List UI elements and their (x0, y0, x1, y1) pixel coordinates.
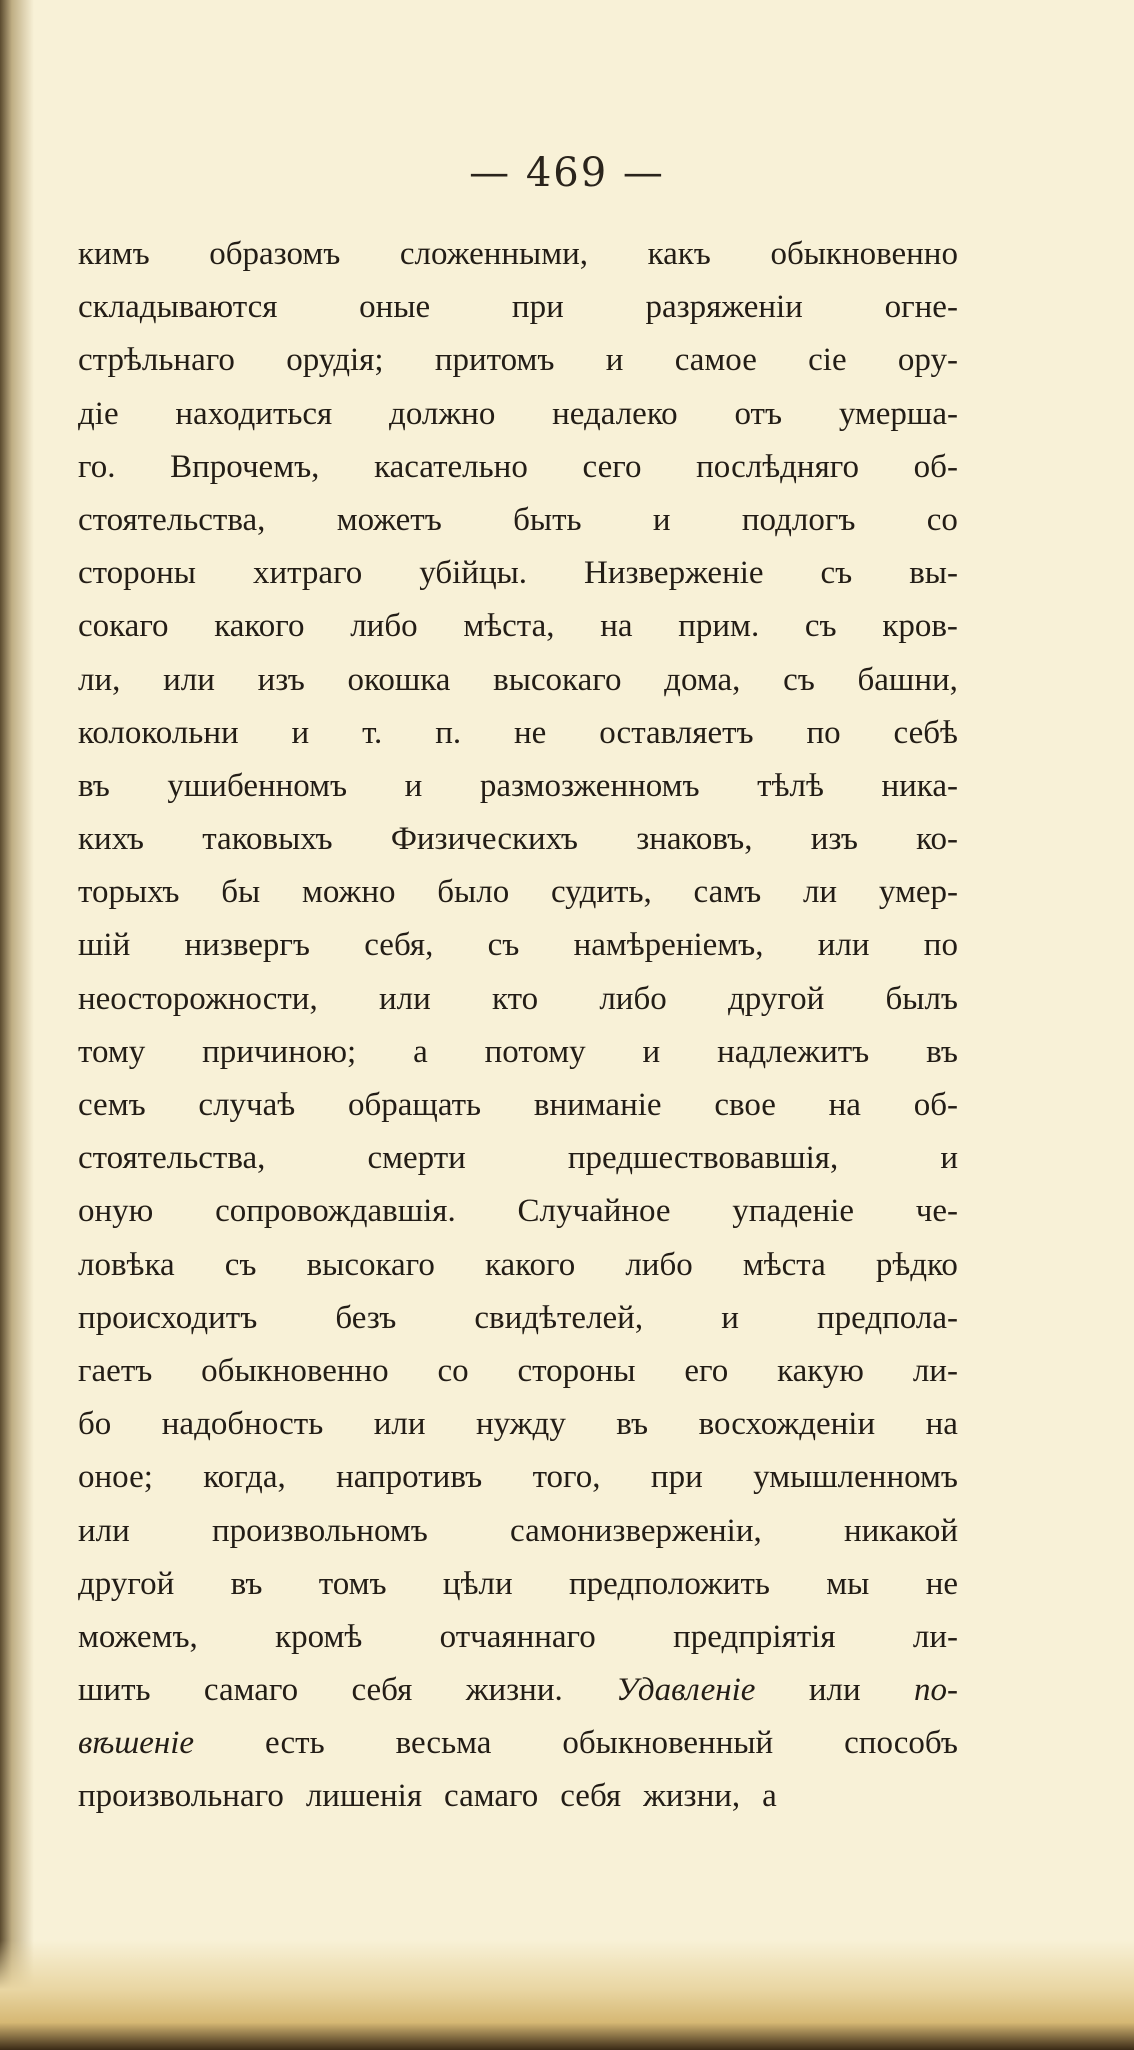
word: діе (78, 395, 119, 432)
word: бо (78, 1406, 112, 1443)
word: лишенія (305, 1778, 423, 1815)
word: какую (777, 1352, 864, 1389)
word: сіе (808, 342, 847, 379)
word: обыкновенно (770, 236, 958, 272)
word: не (514, 714, 547, 751)
word: предпріятія (673, 1618, 836, 1655)
word: самъ (693, 874, 762, 911)
word: разряженіи (645, 289, 803, 326)
word: себя, (364, 927, 434, 964)
word: кихъ (78, 821, 144, 858)
word: Физическихъ (390, 821, 578, 858)
word: другой (728, 980, 825, 1017)
word: упаденіе (732, 1193, 855, 1230)
word: въ (78, 767, 110, 804)
word: стоятельства, (78, 1140, 266, 1177)
word: весьма (395, 1725, 492, 1762)
word: Случайное (517, 1193, 671, 1230)
word: Низверженіе (584, 555, 764, 592)
word: ли (802, 874, 838, 911)
word: должно (389, 395, 496, 432)
word: способъ (844, 1725, 958, 1762)
word: въ (616, 1406, 649, 1443)
text-line (78, 919, 958, 972)
word: шій (78, 927, 131, 964)
word: обыкновенно (201, 1352, 389, 1389)
word: того, (532, 1459, 601, 1496)
word: жизни, (643, 1778, 741, 1815)
word: былъ (885, 980, 958, 1017)
word: безъ (335, 1299, 397, 1336)
word: можно (301, 874, 396, 911)
word: образомъ (209, 236, 341, 272)
word: есть (265, 1725, 325, 1762)
text-line (78, 813, 958, 866)
text-line (78, 1717, 958, 1770)
word: и (652, 501, 671, 538)
word: вы- (909, 555, 958, 592)
word: сложенными, (399, 236, 588, 272)
word: Впрочемъ, (170, 448, 320, 485)
word: жизни. (465, 1672, 563, 1709)
word: и (291, 714, 310, 751)
word: ушибенномъ (167, 767, 348, 804)
text-line (78, 1185, 958, 1238)
word: его (684, 1352, 729, 1389)
word: произвольномъ (212, 1512, 428, 1549)
word: либо (599, 980, 667, 1017)
word: ника- (881, 767, 958, 804)
word: на (925, 1406, 958, 1443)
text-line (78, 973, 958, 1026)
word: прим. (678, 608, 760, 645)
word: быть (513, 501, 582, 538)
word: не (925, 1565, 958, 1602)
body-text (78, 228, 958, 1824)
word: кромѣ (275, 1618, 363, 1655)
text-line (78, 866, 958, 919)
word: находиться (175, 395, 333, 432)
word: и (940, 1140, 958, 1177)
word: кимъ (78, 236, 150, 272)
word: съ (487, 927, 520, 964)
text-line (78, 1558, 958, 1611)
word: по (806, 714, 841, 751)
word: когда, (203, 1459, 286, 1496)
word: какъ (647, 236, 711, 272)
word: себя (560, 1778, 622, 1815)
word: дома, (664, 661, 741, 698)
word: свое (714, 1087, 776, 1123)
word: самое (674, 342, 757, 379)
word: какого (484, 1246, 576, 1283)
word: и (605, 342, 624, 379)
text-line (78, 281, 958, 334)
word: вниманіе (533, 1087, 662, 1123)
word: стороны (78, 555, 196, 592)
word: предпола- (816, 1299, 958, 1336)
word: рѣдко (875, 1246, 958, 1283)
word: отчаяннаго (439, 1618, 596, 1655)
word: свидѣтелей, (474, 1299, 644, 1336)
word: умерша- (838, 395, 958, 432)
word: мѣста (742, 1246, 826, 1283)
word: оставляетъ (599, 714, 754, 751)
word: и (642, 1033, 661, 1070)
word: съ (224, 1246, 257, 1283)
word: таковыхъ (202, 821, 333, 858)
word: въ (230, 1565, 263, 1602)
word: послѣдняго (696, 448, 859, 485)
text-line (78, 1611, 958, 1664)
word: размозженномъ (479, 767, 700, 804)
word: другой (78, 1565, 175, 1602)
word: можемъ, (78, 1618, 198, 1655)
text-line (78, 1451, 958, 1504)
word: вѣшеніе (78, 1725, 195, 1762)
word: или (808, 1672, 861, 1709)
text-line (78, 1079, 958, 1132)
text-line (78, 1770, 958, 1823)
text-line (78, 1239, 958, 1292)
word: происходитъ (78, 1299, 258, 1336)
word: об- (913, 1087, 958, 1123)
text-line (78, 1292, 958, 1345)
word: стрѣльнаго (78, 342, 235, 379)
word: сопровождавшія. (215, 1193, 456, 1230)
word: стоятельства, (78, 501, 266, 538)
word: или (373, 1406, 426, 1443)
word: сокаго (78, 608, 169, 645)
word: ли, (78, 661, 121, 698)
word: ли- (912, 1618, 958, 1655)
word: судить, (550, 874, 652, 911)
word: а (762, 1778, 777, 1815)
word: либо (350, 608, 418, 645)
page-number: — 469 — (469, 150, 665, 196)
word: самонизверженіи, (510, 1512, 762, 1549)
word: обыкновенный (562, 1725, 774, 1762)
word: изъ (810, 821, 858, 858)
word: тѣлѣ (757, 767, 824, 804)
word: томъ (318, 1565, 387, 1602)
text-line (78, 1345, 958, 1398)
word: ли- (912, 1352, 958, 1389)
word: на (828, 1087, 861, 1123)
text-line (78, 707, 958, 760)
word: высокаго (493, 661, 622, 698)
word: мы (826, 1565, 870, 1602)
word: стороны (517, 1352, 636, 1389)
word: намѣреніемъ, (573, 927, 764, 964)
word: Удавленіе (616, 1672, 756, 1709)
word: или (378, 980, 431, 1017)
word: самаго (203, 1672, 299, 1709)
word: самаго (444, 1778, 539, 1815)
text-line (78, 388, 958, 441)
word: обращать (347, 1087, 482, 1123)
word: оную (78, 1193, 154, 1230)
word: случаѣ (198, 1087, 296, 1123)
word: оные (359, 289, 431, 326)
word: при (511, 289, 564, 326)
word: ловѣка (78, 1246, 175, 1283)
word: недалеко (552, 395, 678, 432)
word: нужду (476, 1406, 566, 1443)
word: по (923, 927, 958, 964)
word: или (817, 927, 870, 964)
word: тому (78, 1033, 146, 1070)
word: складываются (78, 289, 278, 326)
word: никакой (843, 1512, 958, 1549)
word: а (413, 1033, 428, 1070)
word: причиною; (202, 1033, 357, 1070)
word: въ (926, 1033, 958, 1070)
word: об- (913, 448, 958, 485)
word: либо (625, 1246, 693, 1283)
text-line (78, 760, 958, 813)
word: кров- (882, 608, 958, 645)
word: себѣ (893, 714, 958, 751)
word: цѣли (442, 1565, 513, 1602)
word: можетъ (336, 501, 442, 538)
word: орудія; (286, 342, 384, 379)
text-line (78, 494, 958, 547)
word: умер- (878, 874, 958, 911)
word: потому (484, 1033, 586, 1070)
text-line (78, 547, 958, 600)
word: съ (783, 661, 815, 698)
word: гаетъ (78, 1352, 153, 1389)
word: съ (820, 555, 853, 592)
text-line (78, 1664, 958, 1717)
word: произвольнаго (78, 1778, 284, 1815)
text-line (78, 228, 958, 281)
text-line (78, 600, 958, 653)
word: ору- (897, 342, 958, 379)
text-line (78, 654, 958, 707)
word: сего (582, 448, 642, 485)
word: и (721, 1299, 739, 1336)
word: кто (492, 980, 539, 1017)
word: окошка (347, 661, 451, 698)
word: подлогъ (741, 501, 856, 538)
word: торыхъ (78, 874, 180, 911)
word: по- (913, 1672, 958, 1709)
word: п. (435, 714, 462, 751)
word: башни, (857, 661, 958, 698)
text-line (78, 1505, 958, 1558)
word: себя (351, 1672, 413, 1709)
word: бы (221, 874, 261, 911)
word: неосторожности, (78, 980, 318, 1017)
word: убійцы. (419, 555, 528, 592)
word: съ (804, 608, 837, 645)
text-line (78, 441, 958, 494)
text-line (78, 334, 958, 387)
word: при (650, 1459, 703, 1496)
word: т. (362, 714, 383, 751)
word: надобность (161, 1406, 324, 1443)
word: изъ (257, 661, 305, 698)
word: огне- (884, 289, 958, 326)
word: со (926, 501, 958, 538)
word: со (437, 1352, 469, 1389)
word: отъ (734, 395, 783, 432)
text-line (78, 1398, 958, 1451)
word: притомъ (434, 342, 555, 379)
word: го. (78, 448, 116, 485)
word: и (404, 767, 423, 804)
word: на (600, 608, 633, 645)
word: хитраго (252, 555, 363, 592)
word: надлежитъ (717, 1033, 870, 1070)
word: было (437, 874, 510, 911)
word: или (78, 1512, 130, 1549)
word: высокаго (306, 1246, 435, 1283)
word: знаковъ, (636, 821, 753, 858)
word: какого (214, 608, 305, 645)
word: низвергъ (184, 927, 310, 964)
word: оное; (78, 1459, 153, 1496)
word: умышленномъ (753, 1459, 958, 1496)
word: мѣста, (463, 608, 555, 645)
word: предположить (568, 1565, 770, 1602)
text-line (78, 1132, 958, 1185)
word: семъ (78, 1087, 146, 1123)
word: восхожденіи (698, 1406, 876, 1443)
word: напротивъ (336, 1459, 483, 1496)
word: или (163, 661, 215, 698)
word: шить (78, 1672, 151, 1709)
word: че- (915, 1193, 958, 1230)
word: ко- (916, 821, 958, 858)
word: смерти (367, 1140, 466, 1177)
word: касательно (374, 448, 528, 485)
word: колокольни (78, 714, 239, 751)
word: предшествовавшія, (567, 1140, 839, 1177)
text-line (78, 1026, 958, 1079)
